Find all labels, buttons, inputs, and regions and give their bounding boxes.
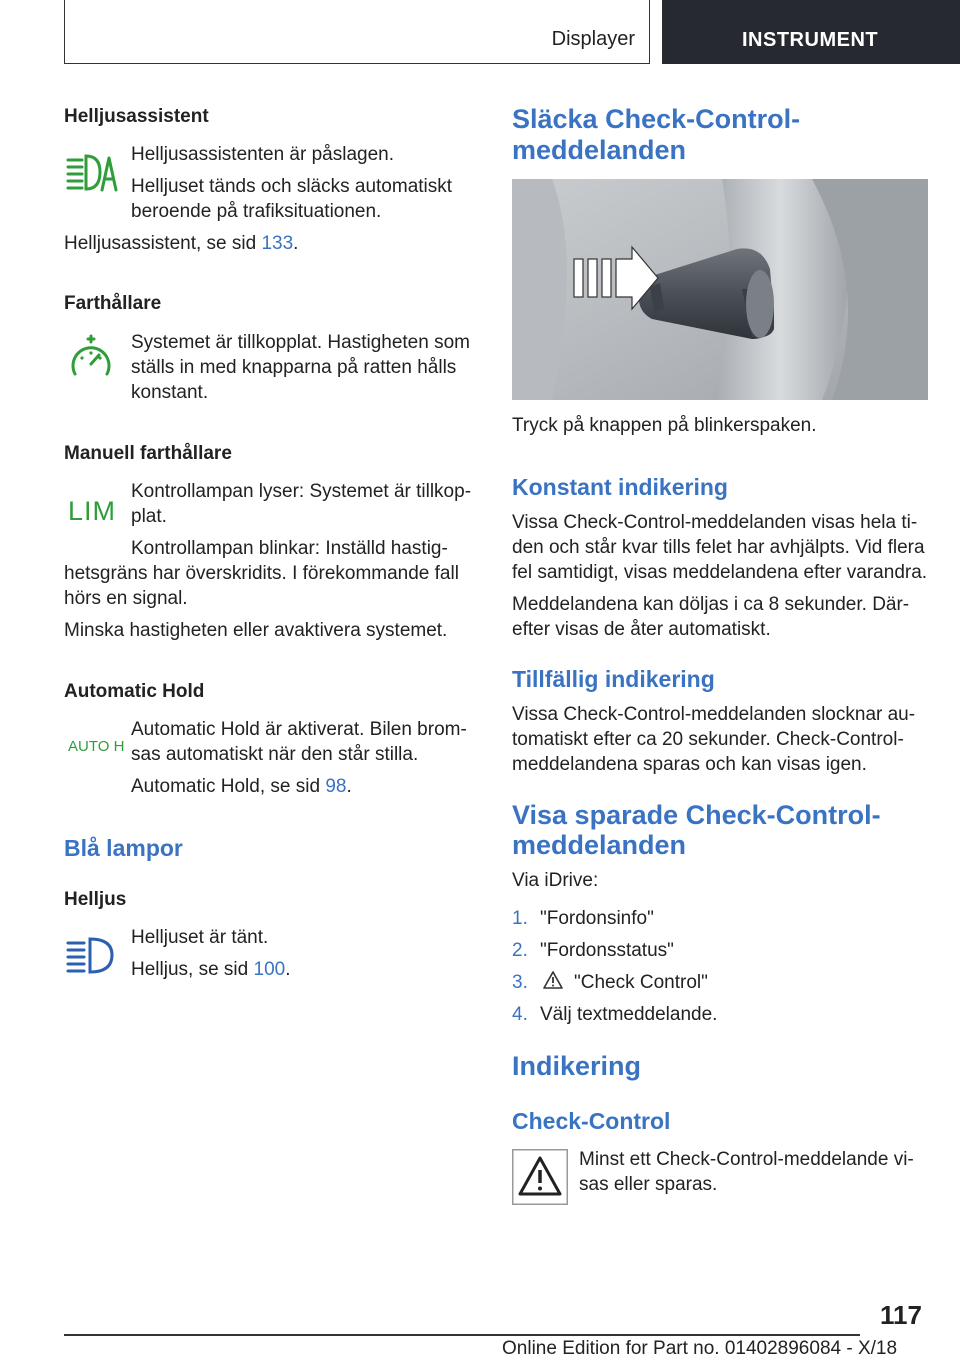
manuell-line5: hörs en signal.	[64, 588, 188, 609]
auto-hold-indicator-icon: AUTO H	[68, 738, 125, 755]
reference-text: Helljus, se sid	[131, 959, 254, 980]
list-text: "Check Control"	[574, 972, 708, 993]
check-control-line2: sas eller sparas.	[579, 1174, 718, 1195]
reference-end: .	[346, 776, 352, 797]
visa-heading-line1: Visa sparade Check-Control-	[512, 800, 881, 830]
autohold-reference	[131, 774, 352, 799]
list-item	[512, 938, 674, 963]
konstant-heading: Konstant indikering	[512, 474, 728, 500]
indikering-heading: Indikering	[512, 1051, 642, 1081]
farthallare-title: Farthållare	[64, 293, 162, 314]
list-item	[512, 1002, 717, 1027]
high-beam-assist-icon	[66, 152, 118, 194]
manuell-farthallare-title: Manuell farthållare	[64, 443, 232, 464]
list-text: "Fordonsinfo"	[540, 908, 654, 929]
cruise-control-icon	[68, 334, 114, 384]
reference-end: .	[293, 233, 299, 254]
automatic-hold-title: Automatic Hold	[64, 681, 205, 702]
manuell-line2: plat.	[131, 506, 167, 527]
visa-heading-line2: meddelanden	[512, 830, 687, 860]
list-item	[512, 906, 654, 931]
autohold-line1: Automatic Hold är aktiverat. Bilen brom-	[131, 719, 467, 740]
page-link-98[interactable]: 98	[325, 776, 347, 797]
farthallare-line2: ställs in med knapparna på ratten hålls	[131, 357, 457, 378]
tillfallig-line1: Vissa Check-Control-meddelanden slocknar au-	[512, 704, 916, 725]
list-number: 4.	[512, 1004, 528, 1025]
header-tab-instrument	[662, 0, 960, 64]
edition-note: Online Edition for Part no. 01402896084 - X/18	[502, 1338, 898, 1359]
konstant-line3: fel samtidigt, visas meddelandena efter varandra.	[512, 562, 928, 583]
reference-text: Automatic Hold, se sid	[131, 776, 326, 797]
autohold-line2: sas automatiskt när den står stilla.	[131, 744, 419, 765]
konstant-line4: Meddelandena kan döljas i ca 8 sekunder. Där-	[512, 594, 910, 615]
page-number: 117	[880, 1300, 922, 1330]
list-number: 2.	[512, 940, 528, 961]
farthallare-line1: Systemet är tillkopplat. Hastigheten som	[131, 332, 470, 353]
header-tab-displayer	[64, 0, 650, 64]
helljusassistent-line2b: beroende på trafiksituationen.	[131, 201, 382, 222]
tillfallig-line2: tomatiskt efter ca 20 sekunder. Check-Control-	[512, 729, 904, 750]
reference-text: Helljusassistent, se sid	[64, 233, 262, 254]
list-text: Välj textmeddelande.	[540, 1004, 718, 1025]
tillfallig-heading: Tillfällig indikering	[512, 666, 715, 692]
lim-indicator-icon: LIM	[68, 496, 117, 526]
farthallare-line3: konstant.	[131, 382, 209, 403]
chapter-tab-label: INSTRUMENT	[742, 29, 879, 51]
manuell-line3: Kontrollampan blinkar: Inställd hastig-	[131, 538, 448, 559]
helljus-reference	[131, 957, 290, 982]
manuell-line1: Kontrollampan lyser: Systemet är tillkop-	[131, 481, 472, 502]
manuell-line4: hetsgräns har överskridits. I förekommande fall	[64, 563, 459, 584]
warning-triangle-icon	[512, 1149, 568, 1205]
high-beam-icon	[66, 935, 118, 977]
page-link-133[interactable]: 133	[261, 233, 294, 254]
helljusassistent-line1: Helljusassistenten är påslagen.	[131, 144, 394, 165]
via-idrive: Via iDrive:	[512, 870, 599, 891]
konstant-line5: efter visas de åter automatiskt.	[512, 619, 771, 640]
turn-signal-stalk-photo	[512, 179, 928, 400]
list-number: 3.	[512, 972, 528, 993]
reference-end: .	[285, 959, 291, 980]
photo-caption: Tryck på knappen på blinkerspaken.	[512, 415, 817, 436]
slacka-heading-line1: Släcka Check-Control-	[512, 104, 801, 134]
helljus-title: Helljus	[64, 889, 127, 910]
konstant-line2: den och står kvar tills felet har avhjälpts. Vid flera	[512, 537, 925, 558]
tillfallig-line3: meddelandena sparas och kan visas igen.	[512, 754, 867, 775]
list-number: 1.	[512, 908, 528, 929]
footer-divider	[64, 1334, 860, 1336]
list-item	[512, 970, 708, 995]
konstant-line1: Vissa Check-Control-meddelanden visas hela ti-	[512, 512, 918, 533]
helljusassistent-line2a: Helljuset tänds och släcks automatiskt	[131, 176, 453, 197]
bla-lampor-heading: Blå lampor	[64, 835, 183, 861]
list-text: "Fordonsstatus"	[540, 940, 674, 961]
slacka-heading-line2: meddelanden	[512, 135, 687, 165]
helljus-line1: Helljuset är tänt.	[131, 927, 269, 948]
check-control-heading: Check-Control	[512, 1108, 671, 1134]
manuell-line6: Minska hastigheten eller avaktivera systemet.	[64, 620, 448, 641]
page-link-100[interactable]: 100	[253, 959, 286, 980]
section-tab-label: Displayer	[551, 28, 635, 50]
helljusassistent-title: Helljusassistent	[64, 106, 209, 127]
check-control-line1: Minst ett Check-Control-meddelande vi-	[579, 1149, 914, 1170]
warning-small-icon	[542, 970, 564, 990]
helljusassistent-reference	[64, 231, 298, 256]
